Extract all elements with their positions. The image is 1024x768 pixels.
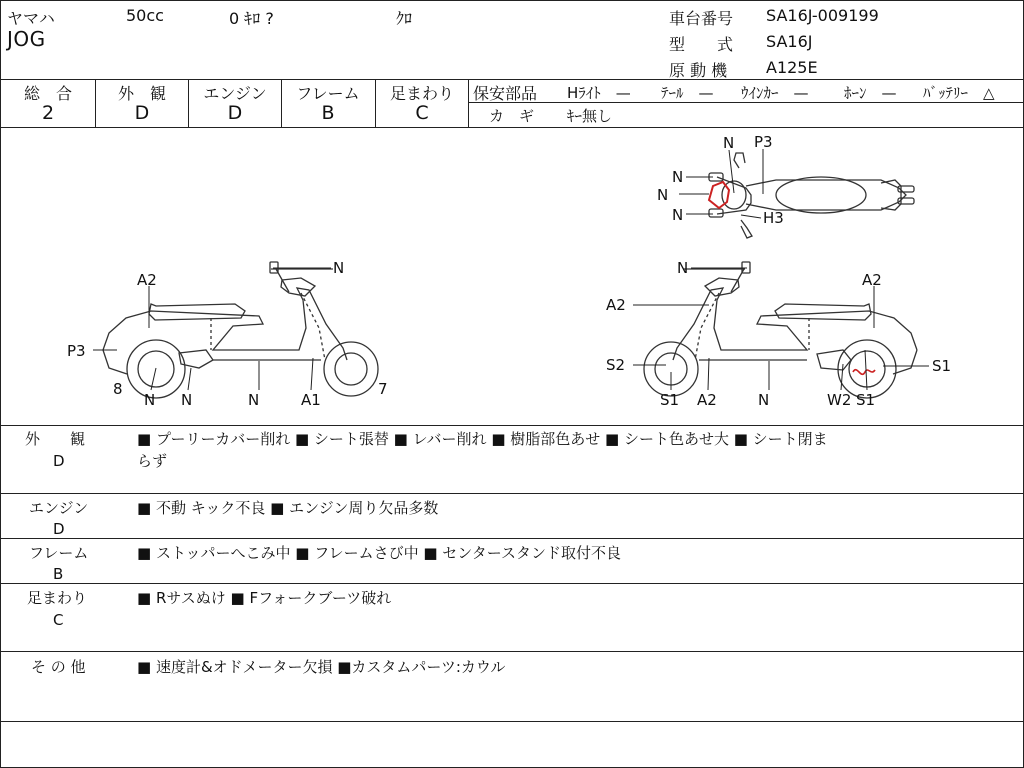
mark-label: N xyxy=(723,134,735,152)
mark-label: A2 xyxy=(697,391,717,409)
damage-mark xyxy=(709,182,729,208)
displacement: 50cc xyxy=(126,6,164,25)
grade-suspension-label: 足まわり xyxy=(389,84,454,103)
remark-exterior-text: ■ プーリーカバー削れ ■ シート張替 ■ レバー削れ ■ 樹脂部色あせ ■ シート色あせ大 ■ シート閉ま xyxy=(137,430,828,448)
divider xyxy=(1,493,1023,494)
mark-label: S1 xyxy=(660,391,680,409)
divider xyxy=(468,79,469,127)
engine-label: 原 動 機 xyxy=(669,61,728,80)
safety-taillight: ﾃｰﾙ — xyxy=(661,84,714,102)
mark-label: S1 xyxy=(856,391,876,409)
grade-frame-label: フレーム xyxy=(296,84,360,103)
color: ｸﾛ xyxy=(396,9,413,28)
engine-number: A125E xyxy=(766,58,818,77)
safety-battery: ﾊﾞｯﾃﾘｰ △ xyxy=(923,84,995,102)
mark-label: N xyxy=(672,206,684,224)
model-code: SA16J xyxy=(766,32,813,51)
divider xyxy=(1,583,1023,584)
mark-label: N xyxy=(657,186,669,204)
safety-headlight: Hﾗｲﾄ — xyxy=(567,84,631,102)
divider xyxy=(1,651,1023,652)
left-view-marks xyxy=(67,259,388,409)
mark-label: N xyxy=(144,391,156,409)
mileage: 0 ｷﾛ ? xyxy=(229,9,274,28)
mark-label: A1 xyxy=(301,391,321,409)
remark-suspension-grade: C xyxy=(53,611,64,629)
frame-number: SA16J-009199 xyxy=(766,6,879,25)
divider xyxy=(1,79,1023,80)
divider xyxy=(1,721,1023,722)
grade-engine-value: D xyxy=(227,102,243,124)
grade-engine-label: エンジン xyxy=(203,84,267,103)
right-view-marks xyxy=(606,259,951,409)
safety-winker: ｳｲﾝｶｰ — xyxy=(741,84,809,102)
remark-frame-grade: B xyxy=(53,565,64,583)
mark-label: N xyxy=(672,168,684,186)
remark-suspension-label: 足まわり xyxy=(27,589,88,607)
divider xyxy=(1,538,1023,539)
remark-frame-label: フレーム xyxy=(29,544,89,562)
safety-horn: ﾎｰﾝ — xyxy=(844,84,897,102)
key-value: ｷｰ無し xyxy=(567,107,613,125)
damage-mark xyxy=(853,370,875,375)
remark-exterior-text-cont: らず xyxy=(137,452,168,470)
grade-frame-value: B xyxy=(321,102,335,124)
divider xyxy=(1,425,1023,426)
remark-frame-text: ■ ストッパーへこみ中 ■ フレームさび中 ■ センタースタンド取付不良 xyxy=(137,544,621,562)
model-code-label: 型 式 xyxy=(669,35,734,54)
mark-label: S1 xyxy=(932,357,952,375)
model-name: JOG xyxy=(7,27,46,51)
safety-parts-title: 保安部品 xyxy=(473,84,538,103)
frame-number-label: 車台番号 xyxy=(669,9,734,28)
top-view-scooter xyxy=(709,153,914,238)
remark-other-label: そ の 他 xyxy=(31,658,86,676)
grade-total-value: 2 xyxy=(41,102,55,124)
key-label: カ ギ xyxy=(489,107,535,125)
mark-label: N xyxy=(677,259,689,277)
mark-label: S2 xyxy=(606,356,626,374)
mark-label: N xyxy=(758,391,770,409)
mark-label: A2 xyxy=(862,271,882,289)
mark-label: 7 xyxy=(378,380,388,398)
mark-label: P3 xyxy=(754,133,773,151)
remark-engine-label: エンジン xyxy=(29,499,89,517)
mark-label: N xyxy=(333,259,345,277)
damage-diagram xyxy=(1,128,1023,425)
grade-exterior-value: D xyxy=(134,102,150,124)
mark-label: W2 xyxy=(827,391,852,409)
maker: ヤマハ xyxy=(7,9,55,28)
mark-label: H3 xyxy=(763,209,784,227)
mark-label: N xyxy=(248,391,260,409)
mark-label: N xyxy=(181,391,193,409)
remark-suspension-text: ■ Rサスぬけ ■ Fフォークブーツ破れ xyxy=(137,589,392,607)
remark-engine-grade: D xyxy=(53,520,65,538)
remark-other-text: ■ 速度計&オドメーター欠損 ■カスタムパーツ:カウル xyxy=(137,658,506,676)
grade-total-label: 総 合 xyxy=(23,84,72,103)
mark-label: P3 xyxy=(67,342,86,360)
grade-exterior-label: 外 観 xyxy=(117,84,166,103)
mark-label: A2 xyxy=(137,271,157,289)
mark-label: 8 xyxy=(113,380,123,398)
grade-suspension-value: C xyxy=(415,102,429,124)
remark-engine-text: ■ 不動 キック不良 ■ エンジン周り欠品多数 xyxy=(137,499,439,517)
mark-label: A2 xyxy=(606,296,626,314)
remark-exterior-grade: D xyxy=(53,452,65,470)
remark-exterior-label: 外 観 xyxy=(25,430,86,448)
